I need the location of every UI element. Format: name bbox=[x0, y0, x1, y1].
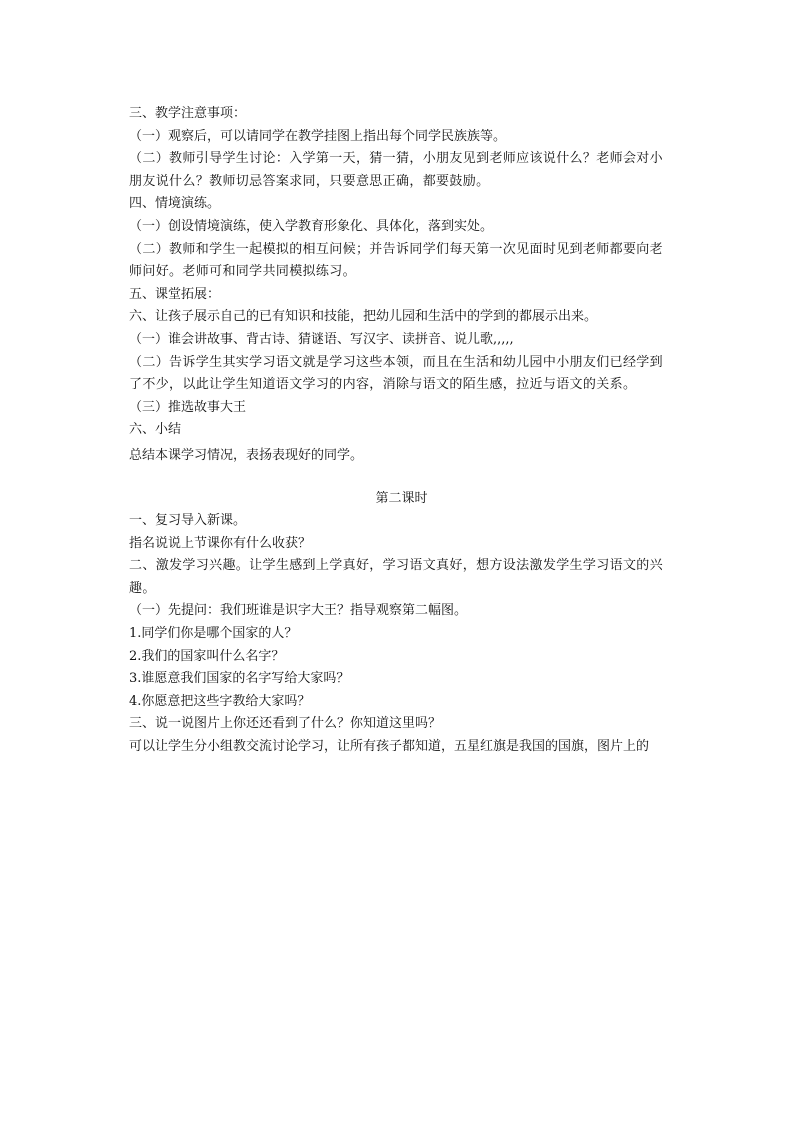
section-heading-summary: 六、小结 bbox=[129, 422, 182, 438]
lesson2-question-1: 1.同学们你是哪个国家的人？ bbox=[129, 626, 298, 642]
notes-item-2: （二）教师引导学生讨论：入学第一天，猜一猜，小朋友见到老师应该说什么？老师会对小朋友说什么？教师切忌答案求同，只要意思正确，都要鼓励。 bbox=[129, 151, 664, 189]
lesson2-interest-item-1: （一）先提问：我们班谁是识字大王？指导观察第二幅图。 bbox=[129, 603, 468, 619]
summary-body: 总结本课学习情况，表扬表现好的同学。 bbox=[129, 447, 364, 463]
lesson2-picture-heading: 三、说一说图片上你还还看到了什么？你知道这里吗？ bbox=[129, 716, 442, 732]
document-page bbox=[129, 103, 674, 759]
lesson2-title: 第二课时 bbox=[375, 490, 428, 506]
lesson2-question-3: 3.谁愿意我们国家的名字写给大家吗？ bbox=[129, 671, 350, 687]
role-play-item-2: （二）教师和学生一起模拟的相互问候；并告诉同学们每天第一次见面时见到老师都要向老师问好。老师可和同学共同模拟练习。 bbox=[129, 241, 664, 280]
lesson2-review-body: 指名说说上节课你有什么收获？ bbox=[129, 535, 312, 551]
role-play-item-1: （一）创设情境演练，使入学教育形象化、具体化，落到实处。 bbox=[129, 218, 494, 234]
extension-item-3: （三）推选故事大王 bbox=[129, 399, 247, 415]
section-heading-extension: 五、课堂拓展： bbox=[129, 286, 221, 302]
lesson2-question-2: 2.我们的国家叫什么名字？ bbox=[129, 648, 285, 664]
section-heading-role-play: 四、情境演练。 bbox=[129, 196, 221, 212]
lesson2-picture-body: 可以让学生分小组教交流讨论学习，让所有孩子都知道，五星红旗是我国的国旗，图片上的 bbox=[129, 739, 650, 755]
lesson2-question-4: 4.你愿意把这些字教给大家吗？ bbox=[129, 693, 311, 709]
extension-item-2: （二）告诉学生其实学习语文就是学习这些本领，而且在生活和幼儿园中小朋友们已经学到了不少，以此让学生知道语文学习的内容，消除与语文的陌生感，拉近与语文的关系。 bbox=[129, 354, 664, 393]
lesson2-review-heading: 一、复习导入新课。 bbox=[129, 513, 247, 529]
notes-item-1: （一）观察后，可以请同学在教学挂图上指出每个同学民族族等。 bbox=[129, 128, 507, 144]
extension-item-1: （一）谁会讲故事、背古诗、猜谜语、写汉字、读拼音、说儿歌,,,,, bbox=[129, 331, 514, 347]
section-heading-notes: 三、教学注意事项： bbox=[129, 106, 247, 121]
extension-intro: 六、让孩子展示自己的已有知识和技能，把幼儿园和生活中的学到的都展示出来。 bbox=[129, 309, 598, 325]
lesson2-interest-heading: 二、激发学习兴趣。让学生感到上学真好，学习语文真好，想方设法激发学生学习语文的兴趣。 bbox=[129, 558, 664, 596]
